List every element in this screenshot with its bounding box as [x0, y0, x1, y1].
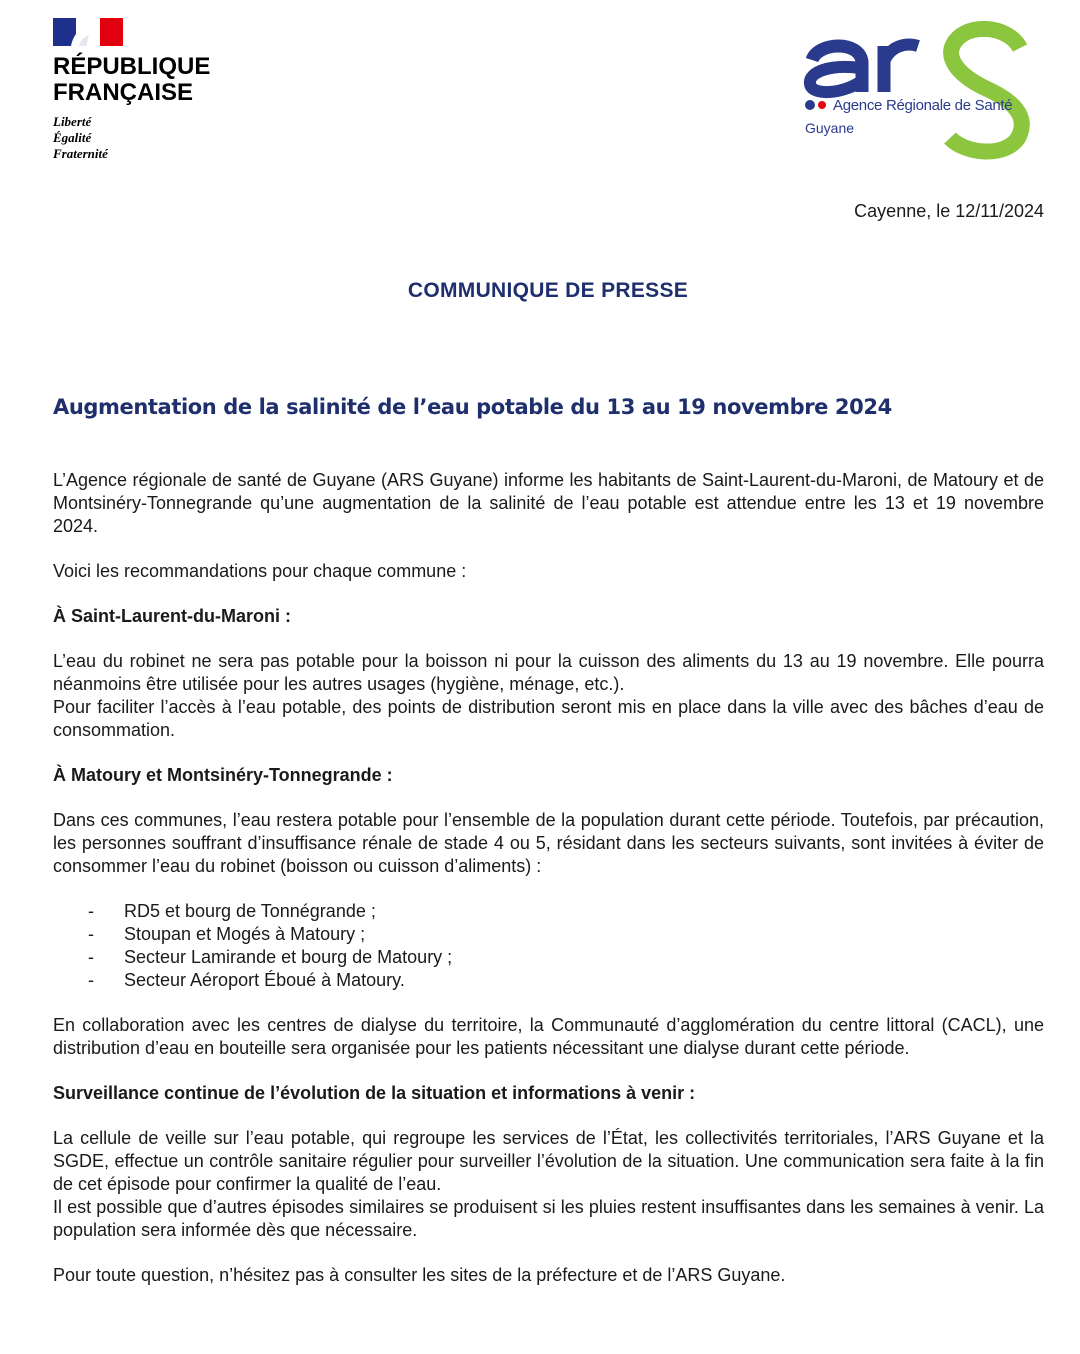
list-item: - Secteur Aéroport Éboué à Matoury.	[88, 970, 405, 990]
republique-francaise-name: RÉPUBLIQUE FRANÇAISE	[53, 53, 211, 106]
recommendations-intro: Voici les recommandations pour chaque commune :	[53, 561, 467, 581]
ars-agency-name: Agence Régionale de Santé	[833, 97, 1013, 114]
section-surveillance-paragraph-1: La cellule de veille sur l’eau potable, qui regroupe les services de l’État, les collectivités territoriales, l’ARS Guyane et la SGDE, effectue un contrôle sanitaire régulier pour surveiller l’évolution de la situation. Une communication sera faite à la fin de cet épisode pour confirmer la qualité de l’eau.	[53, 1128, 1044, 1194]
republique-francaise-logo	[53, 18, 253, 162]
list-item: - Secteur Lamirande et bourg de Matoury ;	[88, 947, 453, 967]
marianne-flag-icon	[53, 18, 123, 46]
ars-region-name: Guyane	[805, 120, 855, 136]
section-saint-laurent-paragraph-1: L’eau du robinet ne sera pas potable pour la boisson ni pour la cuisson des aliments du 13 au 19 novembre. Elle pourra néanmoins être utilisée pour les autres usages (hygiène, ménage, etc.).	[53, 651, 1044, 694]
section-matoury-paragraph-1: Dans ces communes, l’eau restera potable pour l’ensemble de la population durant cette période. Toutefois, par précaution, les personnes souffrant d’insuffisance rénale de stade 4 ou 5, résidant dans les secteurs suivants, sont invitées à éviter de consommer l’eau du robinet (boisson ou cuisson d’aliments) :	[53, 810, 1044, 876]
press-release-body	[53, 469, 1044, 1309]
republique-motto: Liberté Égalité Fraternité	[53, 114, 108, 161]
list-item: - RD5 et bourg de Tonnégrande ;	[88, 901, 376, 921]
section-surveillance-paragraph-2: Il est possible que d’autres épisodes similaires se produisent si les pluies restent insuffisantes dans les semaines à venir. La population sera informée dès que nécessaire.	[53, 1197, 1044, 1240]
intro-paragraph: L’Agence régionale de santé de Guyane (ARS Guyane) informe les habitants de Saint-Laurent-du-Maroni, de Matoury et de Montsinéry-Tonnegrande qu’une augmentation de la salinité de l’eau potable est attendue entre les 13 et 19 novembre 2024.	[53, 470, 1044, 536]
affected-sectors-list	[53, 900, 1044, 992]
document-type-title: COMMUNIQUE DE PRESSE	[407, 279, 689, 302]
ars-logo-mark-icon	[800, 20, 1040, 160]
section-matoury-title: À Matoury et Montsinéry-Tonnegrande :	[53, 765, 393, 785]
section-surveillance-title: Surveillance continue de l’évolution de la situation et informations à venir :	[53, 1083, 696, 1103]
section-saint-laurent-paragraph-2: Pour faciliter l’accès à l’eau potable, des points de distribution seront mis en place dans la ville avec des bâches d’eau de consommation.	[53, 697, 1044, 740]
section-saint-laurent-title: À Saint-Laurent-du-Maroni :	[53, 606, 291, 626]
list-item: - Stoupan et Mogés à Matoury ;	[88, 924, 366, 944]
section-matoury-paragraph-2: En collaboration avec les centres de dialyse du territoire, la Communauté d’agglomération du centre littoral (CACL), une distribution d’eau en bouteille sera organisée pour les patients nécessitant une dialyse durant cette période.	[53, 1015, 1044, 1058]
ars-guyane-logo	[800, 20, 1040, 160]
closing-paragraph: Pour toute question, n’hésitez pas à consulter les sites de la préfecture et de l’ARS Guyane.	[53, 1265, 786, 1285]
date-line: Cayenne, le 12/11/2024	[854, 201, 1044, 221]
press-release-headline: Augmentation de la salinité de l’eau potable du 13 au 19 novembre 2024	[53, 395, 892, 419]
